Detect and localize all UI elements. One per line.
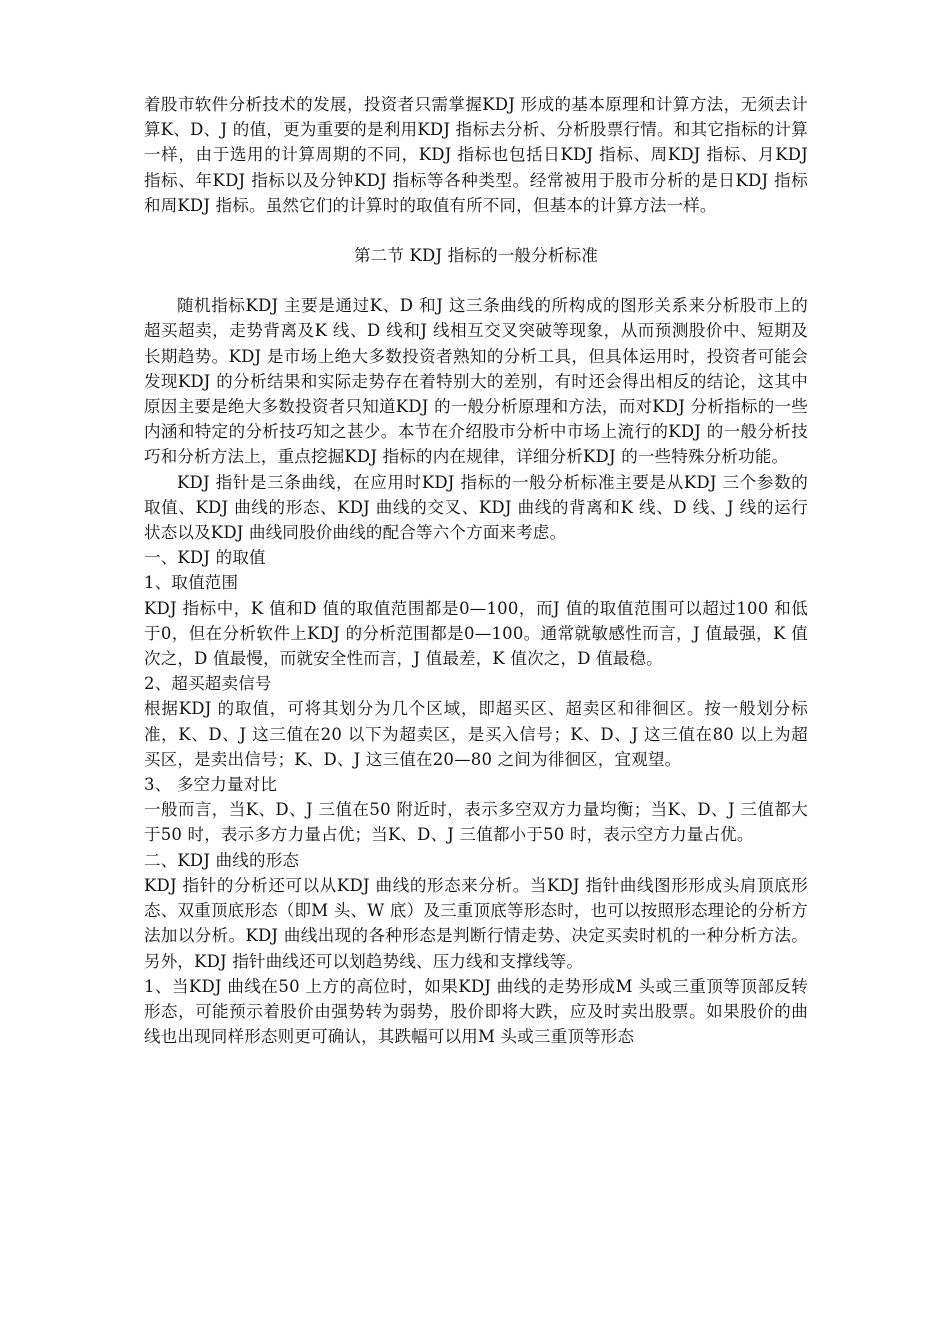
paragraph-bull-bear-strength: 一般而言，当K、D、J 三值在50 附近时，表示多空双方力量均衡；当K、D、J 三值都大于50 时，表示多方力量占优；当K、D、J 三值都小于50 时，表示空方力量占优。 [144, 800, 808, 845]
heading-kdj-curve-shape: 二、KDJ 曲线的形态 [144, 850, 300, 870]
subheading-bull-bear-strength: 3、 多空力量对比 [144, 775, 278, 795]
paragraph-curve-shape: KDJ 指针的分析还可以从KDJ 曲线的形态来分析。当KDJ 指针曲线图形形成头肩顶底形态、双重顶底形态（即M 头、W 底）及三重顶底等形态时，也可以按照形态理论的分析方法加以分析。KDJ 曲线出现的各种形态是判断行情走势、决定买卖时机的一种分析方法。另外，KDJ 指针曲线还可以划趋势线、压力线和支撑线等。 [144, 875, 808, 971]
intro-paragraph: 着股市软件分析技术的发展，投资者只需掌握KDJ 形成的基本原理和计算方法，无须去计算K、D、J 的值，更为重要的是利用KDJ 指标去分析、分析股票行情。和其它指标的计算一样，由于选用的计算周期的不同，KDJ 指标也包括日KDJ 指标、周KDJ 指标、月KDJ 指标、年KDJ 指标以及分钟KDJ 指标等各种类型。经常被用于股市分析的是日KDJ 指标和周KDJ 指标。虽然它们的计算时的取值有所不同，但基本的计算方法一样。 [144, 95, 808, 215]
body-paragraph-1: 随机指标KDJ 主要是通过K、D 和J 这三条曲线的所构成的图形关系来分析股市上的超买超卖，走势背离及K 线、D 线和J 线相互交叉突破等现象，从而预测股价中、短期及长期趋势。KDJ 是市场上绝大多数投资者熟知的分析工具，但具体运用时，投资者可能会发现KDJ 的分析结果和实际走势存在着特别大的差别，有时还会得出相反的结论，这其中原因主要是绝大多数投资者只知道KDJ 的一般分析原理和方法，而对KDJ 分析指标的一些内涵和特定的分析技巧知之甚少。本节在介绍股市分析中市场上流行的KDJ 的一般分析技巧和分析方法上，重点挖掘KDJ 指标的内在规律，详细分析KDJ 的一些特殊分析功能。 [144, 296, 808, 467]
subheading-overbought-oversold: 2、超买超卖信号 [144, 674, 272, 694]
subheading-value-range: 1、取值范围 [144, 573, 239, 593]
paragraph-curve-shape-1: 1、当KDJ 曲线在50 上方的高位时，如果KDJ 曲线的走势形成M 头或三重顶等顶部反转形态，可能预示着股价由强势转为弱势，股价即将大跌，应及时卖出股票。如果股价的曲线也出现同样形态则更可确认，其跌幅可以用M 头或三重顶等形态 [144, 976, 808, 1047]
paragraph-value-range: KDJ 指标中，K 值和D 值的取值范围都是0—100，而J 值的取值范围可以超过100 和低于0，但在分析软件上KDJ 的分析范围都是0—100。通常就敏感性而言，J 值最强，K 值次之，D 值最慢，而就安全性而言，J 值最差，K 值次之，D 值最稳。 [144, 598, 808, 669]
document-page [144, 92, 808, 1049]
heading-kdj-value: 一、KDJ 的取值 [144, 548, 266, 568]
body-paragraph-2: KDJ 指针是三条曲线，在应用时KDJ 指标的一般分析标准主要是从KDJ 三个参数的取值、KDJ 曲线的形态、KDJ 曲线的交叉、KDJ 曲线的背离和K 线、D 线、J 线的运行状态以及KDJ 曲线同股价曲线的配合等六个方面来考虑。 [144, 472, 808, 543]
section-title: 第二节 KDJ 指标的一般分析标准 [353, 246, 599, 266]
paragraph-overbought-oversold: 根据KDJ 的取值，可将其划分为几个区域，即超买区、超卖区和徘徊区。按一般划分标准，K、D、J 这三值在20 以下为超卖区，是买入信号；K、D、J 这三值在80 以上为超买区，是卖出信号；K、D、J 这三值在20—80 之间为徘徊区，宜观望。 [144, 699, 808, 769]
